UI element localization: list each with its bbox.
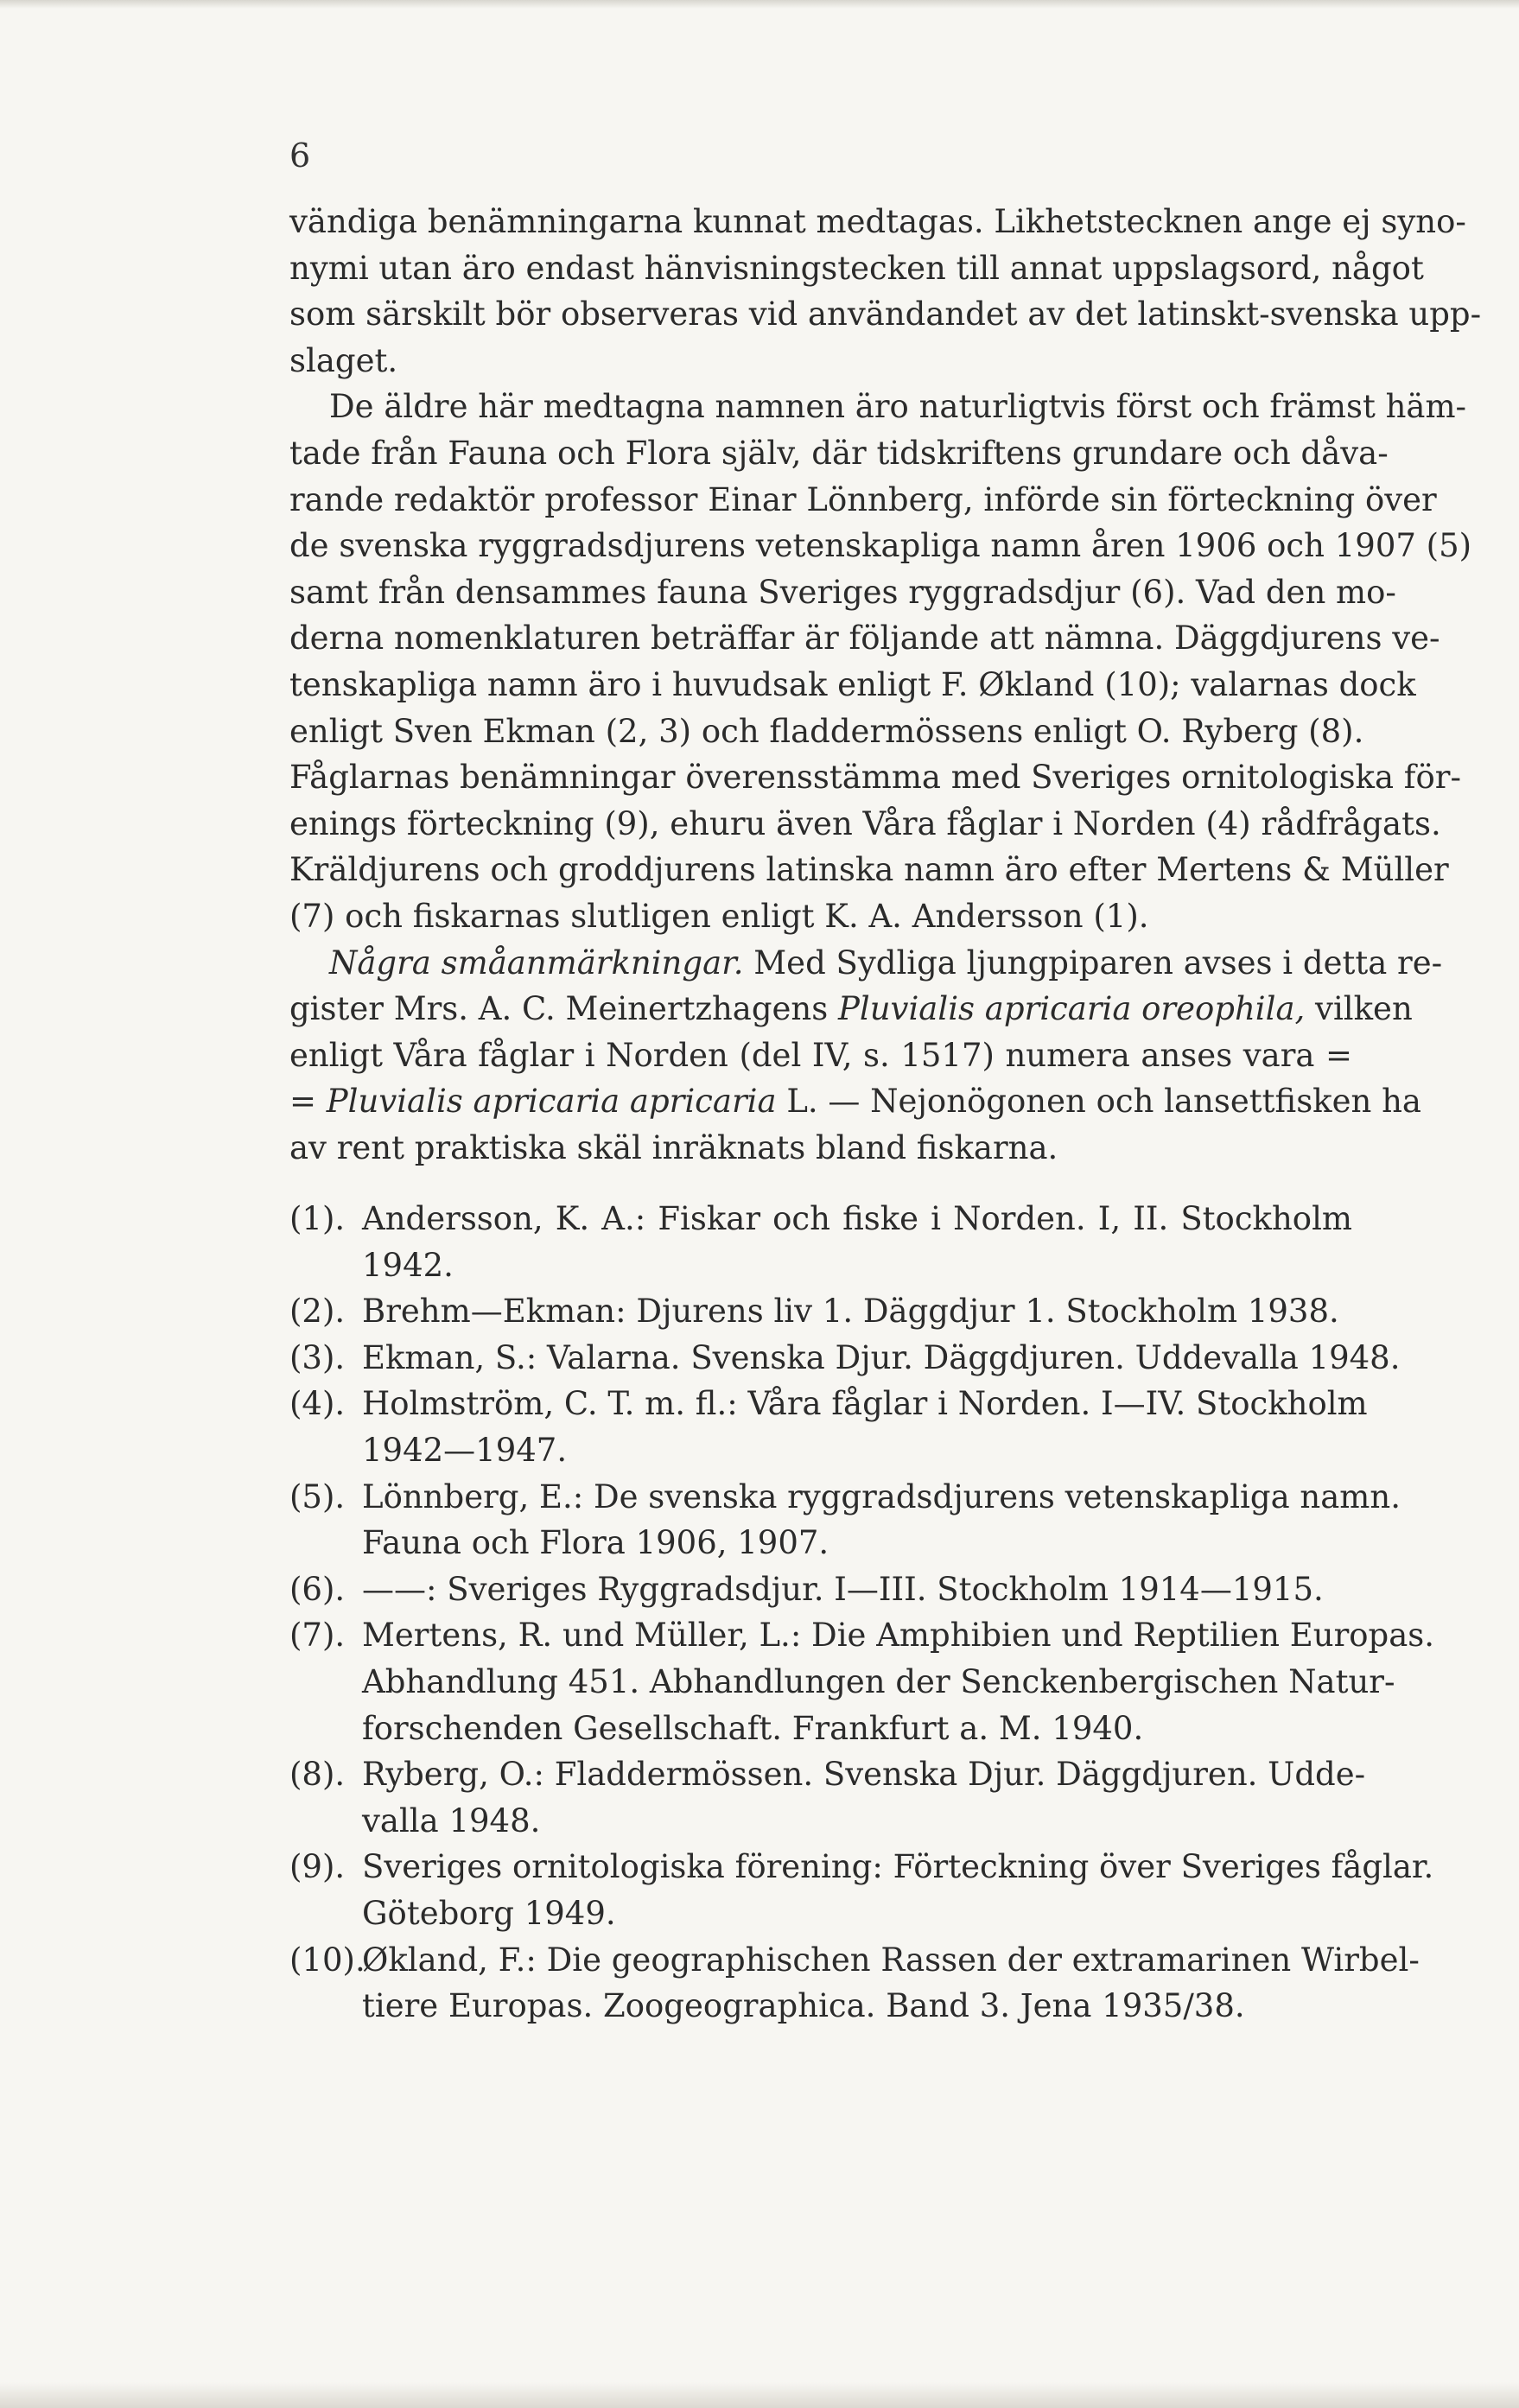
text-line: derna nomenklaturen beträffar är följande att nämna. Däggdjurens ve- — [289, 619, 1440, 658]
reference-number: (8). — [289, 1756, 346, 1794]
reference-line: ——: Sveriges Ryggradsdjur. I—III. Stockholm 1914—1915. — [362, 1570, 1324, 1608]
text-line: Kräldjurens och groddjurens latinska namn äro efter Mertens & Müller — [289, 851, 1449, 889]
page-number: 6 — [289, 137, 311, 175]
reference-item — [289, 1612, 1435, 1751]
reference-number: (4). — [289, 1385, 346, 1423]
page-top-edge — [0, 0, 1519, 9]
reference-line: 1942—1947. — [362, 1431, 568, 1469]
reference-line: Ekman, S.: Valarna. Svenska Djur. Däggdjuren. Uddevalla 1948. — [362, 1338, 1401, 1376]
text-line — [289, 986, 1413, 1032]
text-run: Med Sydliga ljungpiparen avses i detta re- — [743, 944, 1443, 982]
reference-line: Abhandlung 451. Abhandlungen der Senckenbergischen Natur- — [362, 1662, 1395, 1700]
text-line: enligt Sven Ekman (2, 3) och fladdermössens enligt O. Ryberg (8). — [289, 712, 1364, 750]
reference-list — [289, 1196, 1435, 2030]
text-line: nymi utan äro endast hänvisningstecken till annat uppslagsord, något — [289, 249, 1424, 287]
reference-line: Sveriges ornitologiska förening: Förteckning över Sveriges fåglar. — [362, 1848, 1434, 1886]
reference-number: (5). — [289, 1477, 346, 1515]
reference-item — [289, 1381, 1368, 1473]
text-line: vändiga benämningarna kunnat medtagas. Likhetstecknen ange ej syno- — [289, 203, 1466, 240]
reference-item — [289, 1196, 1352, 1288]
reference-number: (3). — [289, 1338, 346, 1376]
reference-number: (7). — [289, 1617, 346, 1655]
italic-heading: Några småanmärkningar. — [329, 944, 744, 982]
paragraph-2 — [289, 384, 1472, 939]
reference-number: (9). — [289, 1848, 346, 1886]
reference-line: Brehm—Ekman: Djurens liv 1. Däggdjur 1. Stockholm 1938. — [362, 1293, 1339, 1331]
reference-line: Göteborg 1949. — [362, 1894, 616, 1932]
text-line: enings förteckning (9), ehuru även Våra fåglar i Norden (4) rådfrågats. — [289, 804, 1441, 842]
reference-item — [289, 1335, 1401, 1382]
reference-line: Mertens, R. und Müller, L.: Die Amphibien und Reptilien Europas. — [362, 1617, 1435, 1655]
reference-line: Fauna och Flora 1906, 1907. — [362, 1524, 829, 1562]
reference-item — [289, 1937, 1420, 2030]
text-line: tenskapliga namn äro i huvudsak enligt F. Økland (10); valarnas dock — [289, 665, 1416, 703]
text-line: samt från densammes fauna Sveriges ryggradsdjur (6). Vad den mo- — [289, 573, 1396, 611]
reference-number: (10). — [289, 1941, 365, 1979]
italic-species: Pluvialis apricaria apricaria — [326, 1083, 777, 1121]
italic-species: Pluvialis apricaria oreophila, — [838, 990, 1306, 1028]
text-run: = — [289, 1083, 327, 1121]
body-text — [289, 199, 1482, 1171]
text-line: som särskilt bör observeras vid användandet av det latinskt-svenska upp- — [289, 295, 1482, 334]
reference-line: Økland, F.: Die geographischen Rassen der extramarinen Wirbel- — [362, 1941, 1420, 1979]
text-line: rande redaktör professor Einar Lönnberg, införde sin förteckning över — [289, 480, 1437, 518]
text-line: de svenska ryggradsdjurens vetenskapliga namn åren 1906 och 1907 (5) — [289, 527, 1472, 565]
reference-item — [289, 1288, 1352, 1335]
page-bottom-edge — [0, 2382, 1519, 2408]
reference-line: Holmström, C. T. m. fl.: Våra fåglar i Norden. I—IV. Stockholm — [362, 1385, 1368, 1423]
paragraph-3 — [289, 940, 1443, 1172]
text-run: L. — Nejonögonen och lansettfisken ha — [776, 1083, 1421, 1121]
text-run: gister Mrs. A. C. Meinertzhagens — [289, 990, 838, 1028]
paragraph-1 — [289, 199, 1482, 384]
reference-number: (2). — [289, 1293, 346, 1331]
text-line — [289, 1078, 1421, 1125]
reference-line: 1942. — [362, 1246, 454, 1284]
text-line: tade från Fauna och Flora själv, där tidskriftens grundare och dåva- — [289, 434, 1389, 472]
reference-line: tiere Europas. Zoogeographica. Band 3. Jena 1935/38. — [362, 1987, 1245, 2025]
text-line — [289, 940, 1443, 987]
reference-number: (6). — [289, 1570, 346, 1608]
reference-line: Andersson, K. A.: Fiskar och fiske i Norden. I, II. Stockholm — [362, 1200, 1352, 1237]
text-run: vilken — [1305, 990, 1413, 1028]
text-line: slaget. — [289, 341, 398, 379]
reference-line: Ryberg, O.: Fladdermössen. Svenska Djur. Däggdjuren. Udde- — [362, 1756, 1366, 1794]
reference-line: Lönnberg, E.: De svenska ryggradsdjurens vetenskapliga namn. — [362, 1477, 1401, 1515]
reference-number: (1). — [289, 1200, 346, 1237]
text-line: enligt Våra fåglar i Norden (del IV, s. 1517) numera anses vara = — [289, 1036, 1352, 1074]
text-line: De äldre här medtagna namnen äro naturligtvis först och främst häm- — [329, 388, 1467, 426]
reference-item — [289, 1751, 1366, 1844]
reference-item — [289, 1566, 1352, 1613]
reference-line: valla 1948. — [362, 1801, 541, 1839]
reference-item — [289, 1474, 1401, 1566]
reference-line: forschenden Gesellschaft. Frankfurt a. M. 1940. — [362, 1709, 1144, 1747]
reference-item — [289, 1844, 1434, 1936]
text-line: av rent praktiska skäl inräknats bland fiskarna. — [289, 1128, 1058, 1166]
text-line: (7) och fiskarnas slutligen enligt K. A. Andersson (1). — [289, 897, 1149, 935]
text-line: Fåglarnas benämningar överensstämma med Sveriges ornitologiska för- — [289, 759, 1461, 797]
